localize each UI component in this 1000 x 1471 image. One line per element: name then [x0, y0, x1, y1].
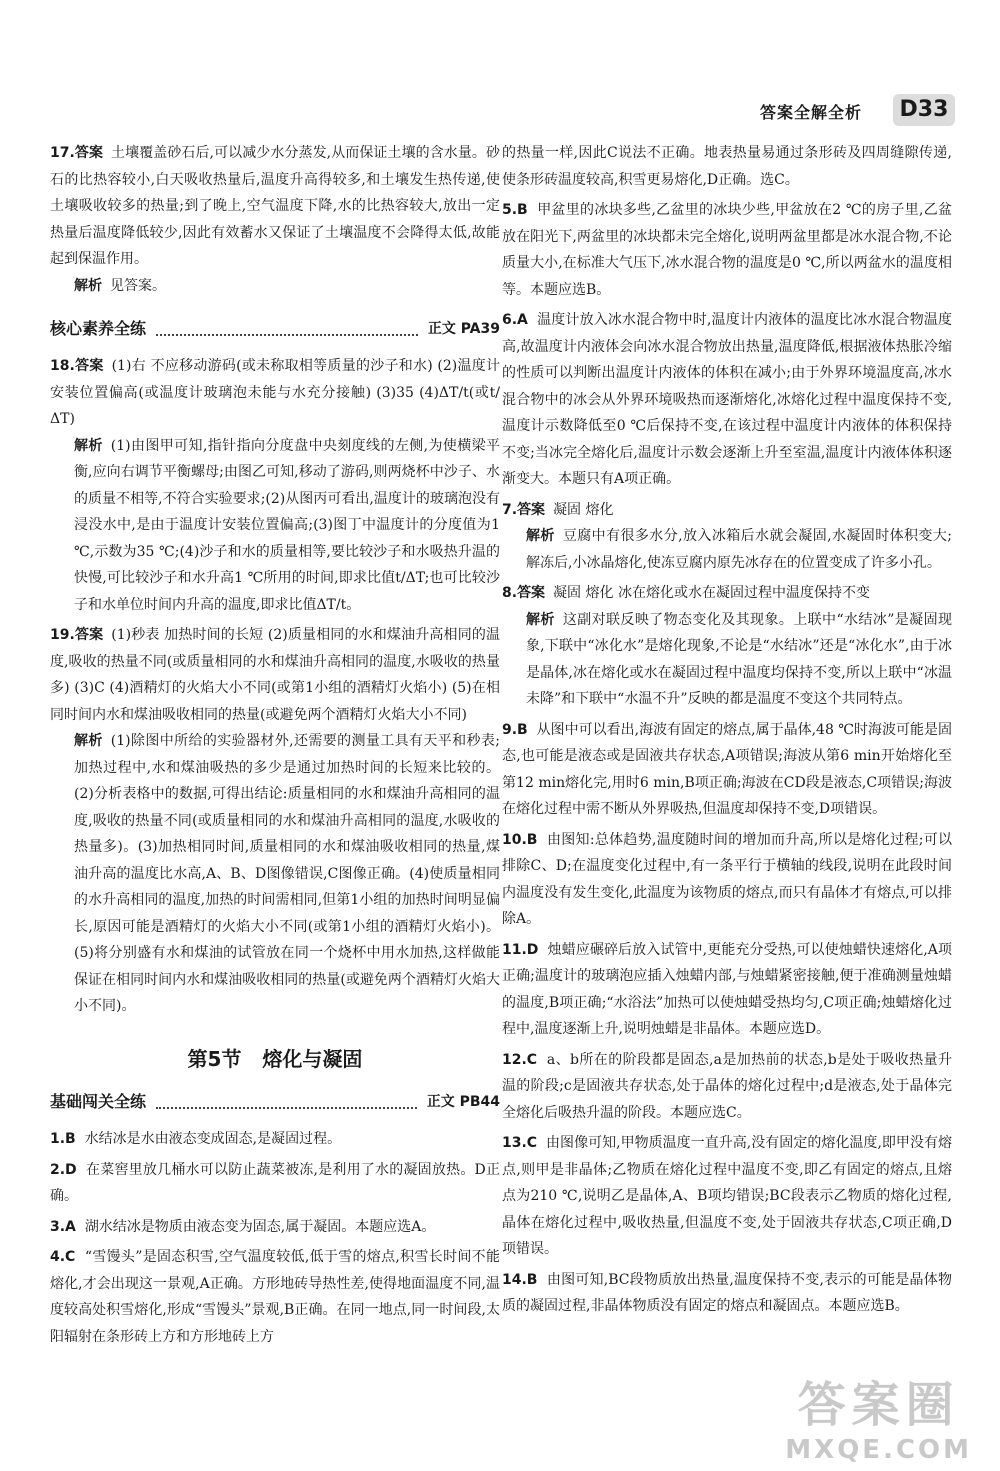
- answer-19: 19.答案 (1)秒表 加热时间的长短 (2)质量相同的水和煤油升高相同的温度,吸收的热量不同(或质量相同的水和煤油升高相同的温度,水吸收的热量多) (3)C (4)酒精灯的火焰大小不同(或第1小组的酒精灯火焰小) (5)在相同时间内水和煤油吸收相同的热量(或避免两个酒精灯火焰大小不同) 解析 (1)除图中所给的实验器材外,还需要的测量工具有天平和秒表;加热过程中,水和煤油吸热的多少是通过加热时间的长短来比较的。(2)分析表格中的数据,可得出结论:质量相同的水和煤油升高相同的温度,吸收的热量不同(或质量相同的水和煤油升高相同的温度,水吸收的热量多)。(3)加热相同时间,质量相同的水和煤油吸收相同的热量,煤油升高的温度比水高,A、B、D图像错误,C图像正确。(4)使质量相同的水升高相同的温度,加热的时间需相同,但第1小组的加热时间明显偏长,原因可能是酒精灯的火焰大小不同(或第1小组的酒精灯火焰小)。(5)将分别盛有水和煤油的试管放在同一个烧杯中用水加热,这样做能保证在相同时间内水和煤油吸收相同的热量(或避免两个酒精灯火焰大小不同)。: [50, 627, 501, 1014]
- answer-17-analysis: 见答案。: [110, 277, 166, 294]
- answer-item: 3.A 湖水结冰是物质由液态变为固态,属于凝固。本题应选A。: [50, 1218, 436, 1235]
- section-header-core: 核心素养全练 正文 PA39: [50, 318, 500, 338]
- answer-item: 11.D 烛蜡应碾碎后放入试管中,更能充分受热,可以使烛蜡快速熔化,A项正确;温度计的玻璃泡应插入烛蜡内部,与烛蜡紧密接触,便于准确测量烛蜡的温度,B项正确;“水浴法”加热可以使烛蜡受热均匀,C项正确;烛蜡熔化过程中,温度逐渐上升,说明烛蜡是非晶体。本题应选D。: [502, 941, 952, 1037]
- answer-item: 12.C a、b所在的阶段都是固态,a是加热前的状态,b是处于吸收热量升温的阶段;c是固液共存状态,处于晶体的熔化过程中;d是液态,处于晶体完全熔化后吸热升温的阶段。本题应选C。: [502, 1051, 952, 1121]
- left-column: [50, 140, 500, 1354]
- answer-item: 10.B 由图知:总体趋势,温度随时间的增加而升高,所以是熔化过程;可以排除C、D;在温度变化过程中,有一条平行于横轴的线段,说明在此段时间内温度没有发生变化,此温度为该物质的熔点,而只有晶体才有熔点,可以排除A。: [502, 831, 952, 927]
- chapter-title: 第5节 熔化与凝固: [187, 1046, 363, 1071]
- answer-17-text: 土壤覆盖砂石后,可以减少水分蒸发,从而保证土壤的含水量。砂石的比热容较小,白天吸收热量后,温度升高得较多,和土壤发生热传递,使土壤吸收较多的热量;到了晚上,空气温度下降,水的比热容较大,放出一定热量后温度降低较少,因此有效蓄水又保证了土壤温度不会降得太低,故能起到保温作用。: [50, 145, 501, 267]
- answer-item: 13.C 由图像可知,甲物质温度一直升高,没有固定的熔化温度,即甲没有熔点,则甲是非晶体;乙物质在熔化过程中温度不变,即乙有固定的熔点,且熔点为210 ℃,说明乙是晶体,A、B项均错误;BC段表示乙物质的熔化过程,晶体在熔化过程中,吸收热量,但温度不变,处于固液共存状态,C项正确,D项错误。: [502, 1135, 952, 1257]
- answer-item: 9.B 从图中可以看出,海波有固定的熔点,属于晶体,48 ℃时海波可能是固态,也可能是液态或是固液共存状态,A项错误;海波从第6 min开始熔化至第12 min熔化完,用时6 min,B项正确;海波在CD段是液态,C项错误;海波在熔化过程中需不断从外界吸热,但温度却保持不变,D项错误。: [502, 721, 952, 817]
- answer-item: 14.B 由图可知,BC段物质放出热量,温度保持不变,表示的可能是晶体物质的凝固过程,非晶体物质没有固定的熔点和凝固点。本题应选B。: [502, 1271, 953, 1314]
- header-title: 答案全解全析: [760, 103, 863, 122]
- answer-18: 18.答案 (1)右 不应移动游码(或未称取相等质量的沙子和水) (2)温度计安装位置偏高(或温度计玻璃泡未能与水充分接触) (3)35 (4)ΔT/t(或t/ΔT) 解析 (1)由图甲可知,指针指向分度盘中央刻度线的左侧,为使横梁平衡,应向右调节平衡螺母;由图乙可知,移动了游码,则两烧杯中沙子、水的质量不相等,不符合实验要求;(2)从图丙可看出,温度计的玻璃泡没有浸没水中,是由于温度计安装位置偏高;(3)图丁中温度计的分度值为1 ℃,示数为35 ℃;(4)沙子和水的质量相等,要比较沙子和水吸热升温的快慢,可比较沙子和水升高1 ℃所用的时间,即求比值t/ΔT;也可比较沙子和水单位时间内升高的温度,即求比值ΔT/t。: [50, 358, 500, 613]
- watermark-logo: 答案圈 MXQE.COM: [785, 1377, 972, 1465]
- answer-18-analysis: (1)由图甲可知,指针指向分度盘中央刻度线的左侧,为使横梁平衡,应向右调节平衡螺母;由图乙可知,移动了游码,则两烧杯中沙子、水的质量不相等,不符合实验要求;(2)从图丙可看出,温度计的玻璃泡没有浸没水中,是由于温度计安装位置偏高;(3)图丁中温度计的分度值为1 ℃,示数为35 ℃;(4)沙子和水的质量相等,要比较沙子和水吸热升温的快慢,可比较沙子和水升高1 ℃所用的时间,即求比值t/ΔT;也可比较沙子和水单位时间内升高的温度,即求比值ΔT/t。: [74, 437, 500, 613]
- answer-19-analysis: (1)除图中所给的实验器材外,还需要的测量工具有天平和秒表;加热过程中,水和煤油吸热的多少是通过加热时间的长短来比较的。(2)分析表格中的数据,可得出结论:质量相同的水和煤油升高相同的温度,吸收的热量不同(或质量相同的水和煤油升高相同的温度,水吸收的热量多)。(3)加热相同时间,质量相同的水和煤油吸收相同的热量,煤油升高的温度比水高,A、B、D图像错误,C图像正确。(4)使质量相同的水升高相同的温度,加热的时间需相同,但第1小组的加热时间明显偏长,原因可能是酒精灯的火焰大小不同(或第1小组的酒精灯火焰小)。(5)将分别盛有水和煤油的试管放在同一个烧杯中用水加热,这样做能保证在相同时间内水和煤油吸收相同的热量(或避免两个酒精灯火焰大小不同)。: [74, 733, 501, 1014]
- answer-item: 1.B 水结冰是水由液态变成固态,是凝固过程。: [50, 1131, 342, 1147]
- page-number-badge: D33: [893, 94, 955, 126]
- answer-item: 2.D 在菜窖里放几桶水可以防止蔬菜被冻,是利用了水的凝固放热。D正确。: [50, 1161, 500, 1204]
- answer-item: 6.A 温度计放入冰水混合物中时,温度计内液体的温度比冰水混合物温度高,故温度计内液体会向冰水混合物放出热量,温度降低,根据液体热胀冷缩的性质可以判断出温度计内液体的体积在减小;由于外界环境温度高,冰水混合物中的冰会从外界环境吸热而逐渐熔化,冰熔化过程中温度保持不变,温度计示数降低至0 ℃后保持不变,在该过程中温度计内液体的体积保持不变;当冰完全熔化后,温度计示数会逐渐上升至室温,温度计内液体体积逐渐变大。本题只有A项正确。: [502, 312, 953, 487]
- answer-item: 4.C “雪馒头”是固态积雪,空气温度较低,低于雪的熔点,积雪长时间不能熔化,才会出现这一景观,A正确。方形地砖导热性差,使得地面温度不同,温度较高处积雪熔化,形成“雪馒头”景观,B正确。在同一地点,同一时间段,太阳辐射在条形砖上方和方形地砖上方: [50, 1249, 500, 1345]
- answer-19-text: (1)秒表 加热时间的长短 (2)质量相同的水和煤油升高相同的温度,吸收的热量不同(或质量相同的水和煤油升高相同的温度,水吸收的热量多) (3)C (4)酒精灯的火焰大小不同(或第1小组的酒精灯火焰小) (5)在相同时间内水和煤油吸收相同的热量(或避免两个酒精灯火焰大小不同): [50, 627, 501, 723]
- continued-text: 的热量一样,因此C说法不正确。地表热量易通过条形砖及四周缝隙传递,使条形砖温度较高,积雪更易熔化,D正确。选C。: [502, 145, 952, 188]
- answer-17: 17.答案 土壤覆盖砂石后,可以减少水分蒸发,从而保证土壤的含水量。砂石的比热容较小,白天吸收热量后,温度升高得较多,和土壤发生热传递,使土壤吸收较多的热量;到了晚上,空气温度下降,水的比热容较大,放出一定热量后温度降低较少,因此有效蓄水又保证了土壤温度不会降得太低,故能起到保温作用。 解析 见答案。: [50, 145, 501, 294]
- right-column: [502, 140, 952, 1324]
- answer-7: 7.答案 凝固 熔化 解析 豆腐中有很多水分,放入冰箱后水就会凝固,水凝固时体积变大;解冻后,小冰晶熔化,使冻豆腐内原先冰存在的位置变成了许多小孔。: [502, 501, 952, 571]
- answer-item: 5.B 甲盆里的冰块多些,乙盆里的冰块少些,甲盆放在2 ℃的房子里,乙盆放在阳光下,两盆里的冰块都未完全熔化,说明两盆里都是冰水混合物,不论质量大小,在标准大气压下,冰水混合物的温度是0 ℃,所以两盆水的温度相等。本题应选B。: [502, 202, 952, 298]
- answer-8: 8.答案 凝固 熔化 冰在熔化或水在凝固过程中温度保持不变 解析 这副对联反映了物态变化及其现象。上联中“水结冰”是凝固现象,下联中“冰化水”是熔化现象,不论是“水结冰”还是“冰化水”,由于冰是晶体,冰在熔化或水在凝固过程中温度均保持不变,所以上联中“冰温未降”和下联中“水温不升”反映的都是温度不变这个共同特点。: [502, 585, 952, 707]
- section-header-basic: 基础闯关全练 正文 PB44: [50, 1091, 500, 1111]
- answer-18-text: (1)右 不应移动游码(或未称取相等质量的沙子和水) (2)温度计安装位置偏高(或温度计玻璃泡未能与水充分接触) (3)35 (4)ΔT/t(或t/ΔT): [50, 358, 500, 427]
